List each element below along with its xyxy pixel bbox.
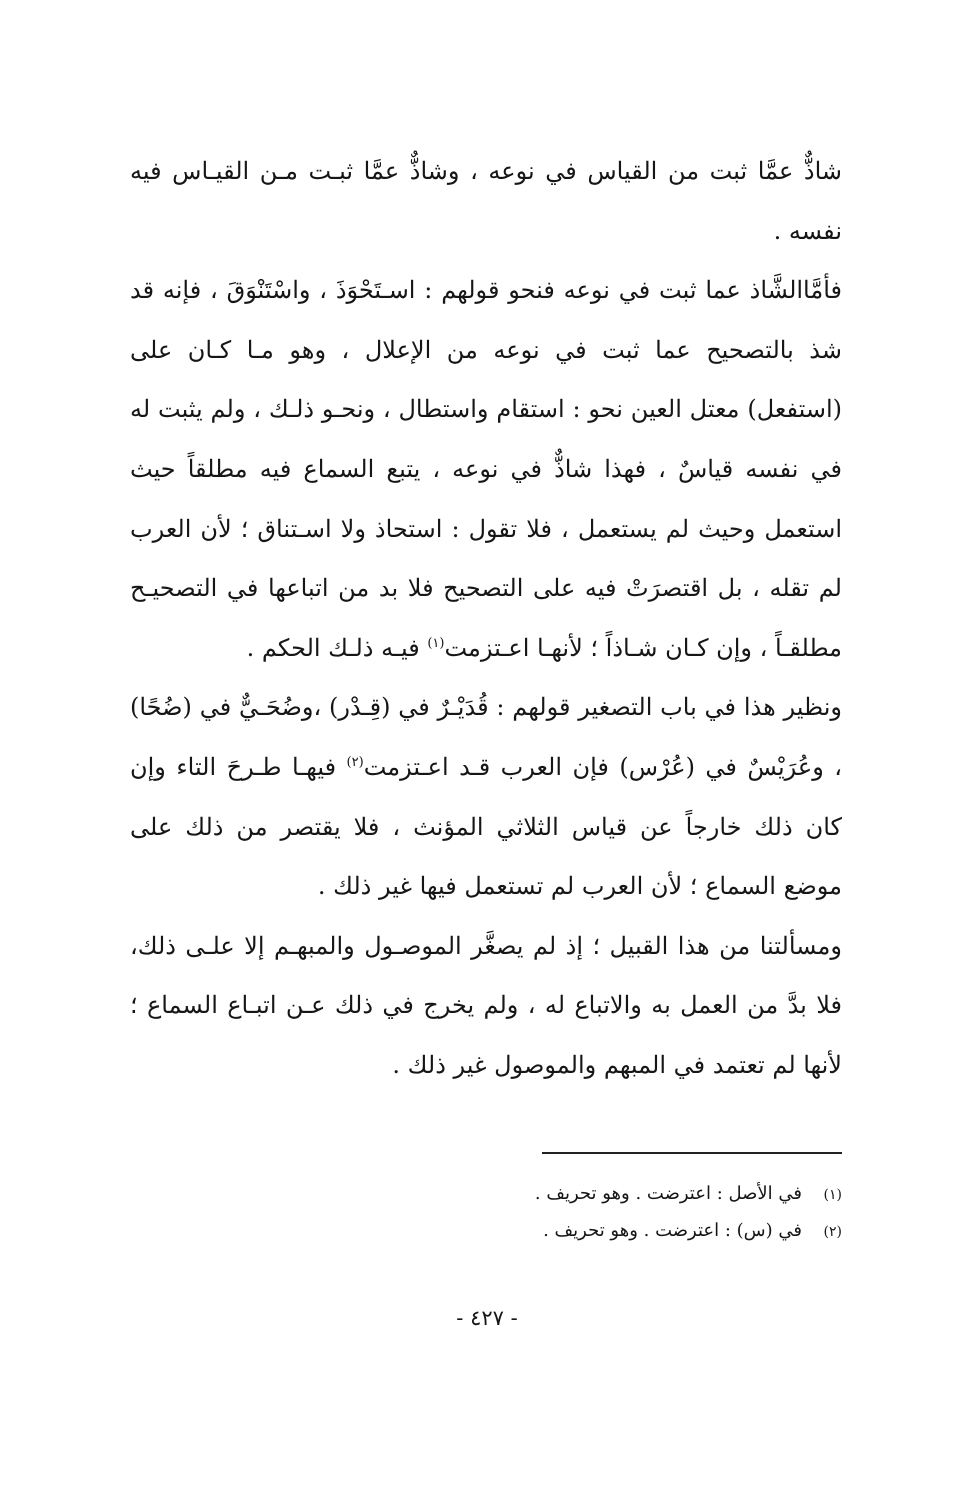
footnote-2 [130,1213,842,1250]
footnote-1-number: (١) [823,1187,842,1203]
main-text [130,142,842,1096]
footnote-1 [130,1176,842,1213]
paragraph-4 [130,917,842,1096]
footnote-1-text: في الأصل : اعترضت . وهو تحريف . [534,1183,802,1204]
footnote-separator [542,1152,842,1154]
paragraph-2-text-end: فيـه ذلـك الحكم . [246,633,428,662]
paragraph-2 [130,261,842,678]
footnote-2-text: في (س) : اعترضت . وهو تحريف . [543,1220,802,1241]
footnote-2-number: (٢) [823,1224,842,1240]
paragraph-4-text: ومسألتنا من هذا القبيل ؛ إذ لم يصغَّر الموصـول والمبهـم إلا علـى ذلك، فلا بدَّ من العمل به والاتباع له ، ولم يخرج في ذلك عـن اتبـاع السماع ؛ لأنها لم تعتمد في المبهم والموصول غير ذلك . [130,931,842,1079]
paragraph-3 [130,678,842,916]
footnotes [130,1176,842,1250]
footnote-marker-1: (١) [427,635,445,651]
paragraph-1-text: شاذٌّ عمَّا ثبت من القياس في نوعه ، وشاذٌّ عمَّا ثبـت مـن القيـاس فيه نفسه . [130,157,842,245]
page-number: - ٤٢٧ - [456,1306,518,1330]
paragraph-3-text-start: ونظير هذا في باب التصغير قولهم : قُدَيْـرٌ في (قِـدْر) ،وضُحَـيٌّ في (ضُحًا) ، وعُرَيْسٌ في (عُرْس) فإن العرب قـد اعـتزمت [130,693,842,781]
paragraph-3-text-end: فيهـا طـرحَ التاء وإن كان ذلك خارجاً عن قياس الثلاثي المؤنث ، فلا يقتصر من ذلك على موضع السماع ؛ لأن العرب لم تستعمل فيها غير ذلك . [130,752,842,901]
paragraph-2-text-start: فأمَّاالشَّاذ عما ثبت في نوعه فنحو قولهم : اسـتَحْوَذَ ، واسْتَنْوَقَ ، فإنه قد شذ بالتصحيح عما ثبت في نوعه من الإعلال ، وهو مـا كـان على (استفعل) معتل العين نحو : استقام واستطال ، ونحـو ذلـك ، ولم يثبت له في نفسه قياسٌ ، فهذا شاذٌّ في نوعه ، يتبع السماع فيه مطلقاً حيث استعمل وحيث لم يستعمل ، فلا تقول : استحاذ ولا اسـتناق ؛ لأن العرب لم تقله ، بل اقتصرَتْ فيه على التصحيح فلا بد من اتباعها في التصحيـح مطلقـاً ، وإن كـان شـاذاً ؛ لأنهـا اعـتزمت [130,276,842,662]
footnote-marker-2: (٢) [346,754,364,770]
paragraph-1 [130,142,842,261]
